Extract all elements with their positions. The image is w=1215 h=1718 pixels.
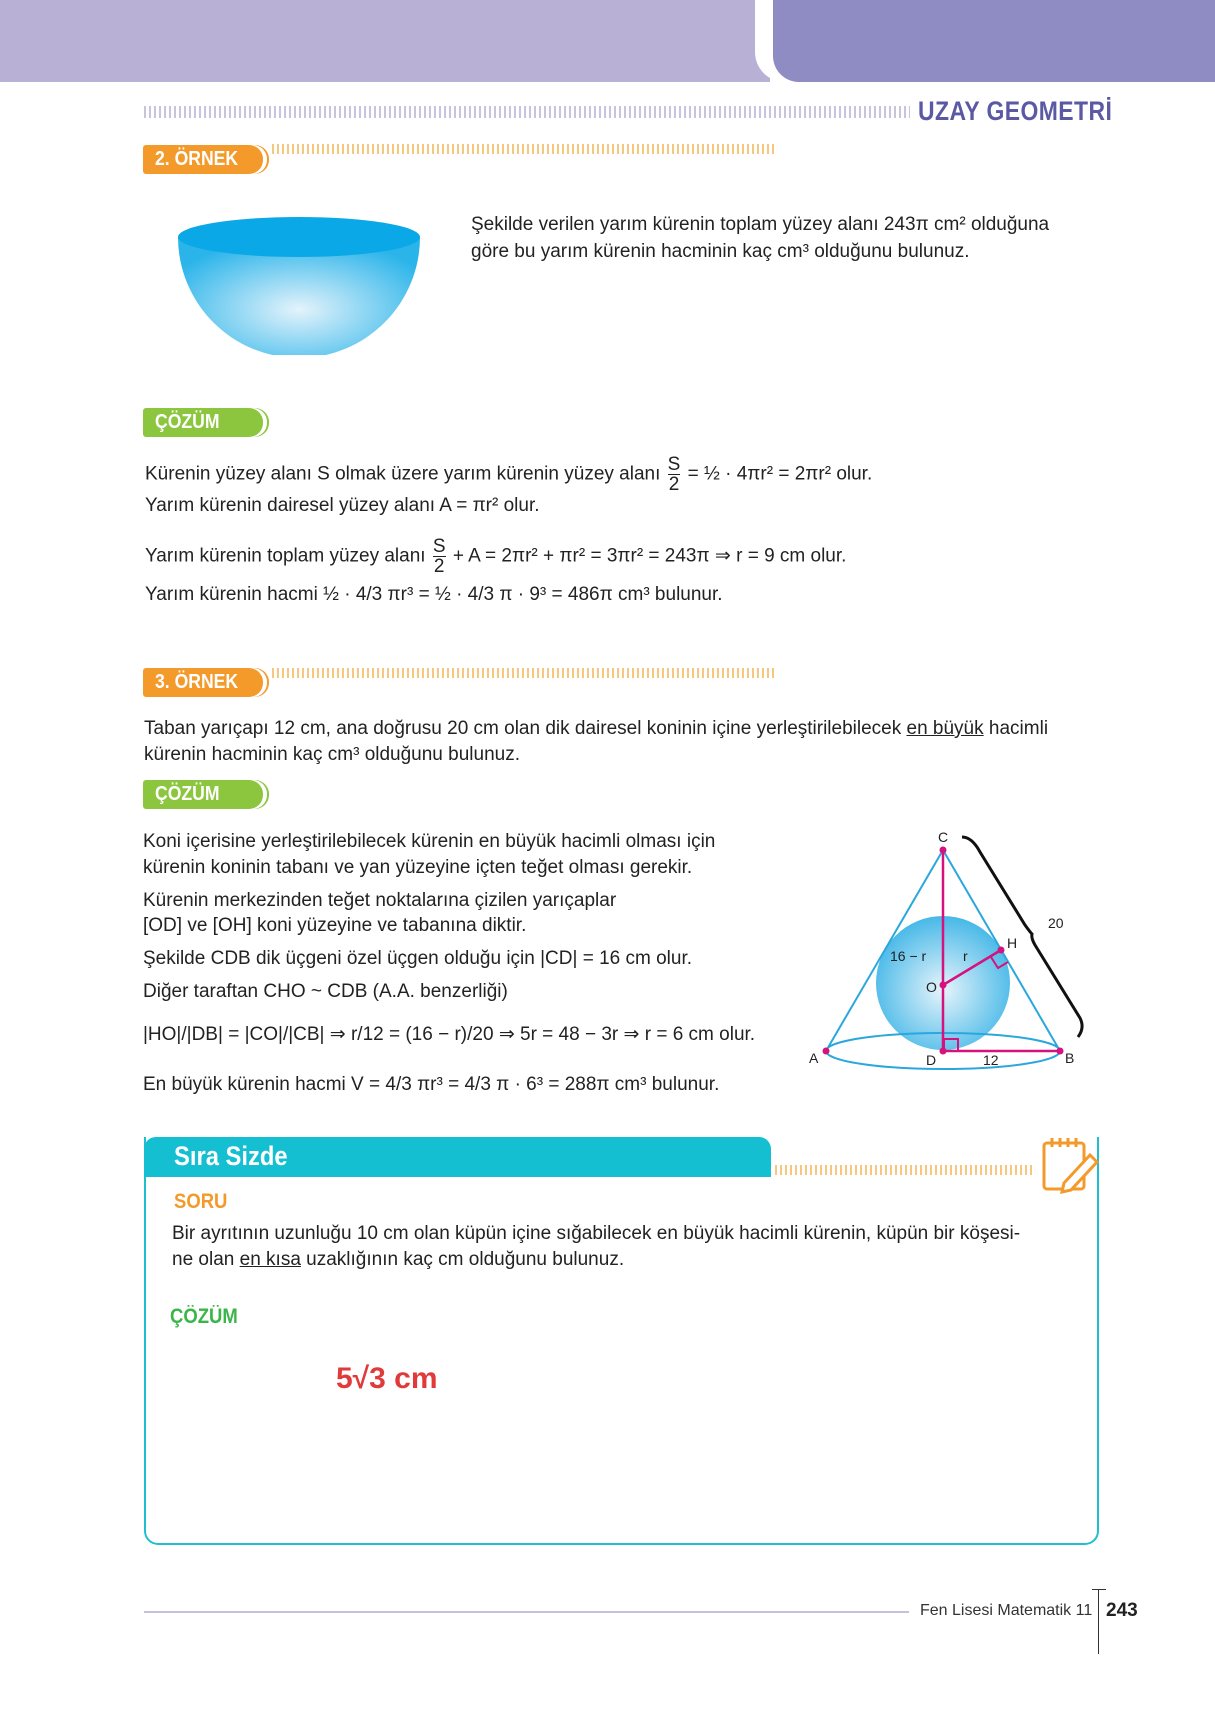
label-d: D (926, 1052, 937, 1068)
practice-solution-label: ÇÖZÜM (170, 1305, 238, 1328)
solution-3-line: Koni içerisine yerleştirilebilecek kürenin en büyük hacimli olması için (143, 831, 716, 852)
practice-header: Sıra Sizde (144, 1137, 771, 1177)
label-h: H (1007, 935, 1018, 951)
question-label: SORU (174, 1190, 228, 1213)
practice-box (144, 1137, 1099, 1545)
label-co: 16 − r (890, 948, 927, 964)
cone-sphere-figure (800, 820, 1100, 1080)
label-c: C (938, 829, 949, 845)
example-2-question-line2: göre bu yarım kürenin hacminin kaç cm³ olduğunu bulunuz. (471, 241, 970, 262)
solution-3-line: Diğer taraftan CHO ~ CDB (A.A. benzerliği) (143, 981, 508, 1002)
hemisphere-figure (170, 210, 430, 355)
header-band-left (0, 0, 770, 82)
example-2-question-line1: Şekilde verilen yarım kürenin toplam yüzey alanı 243π cm² olduğuna (471, 214, 1050, 235)
footer-divider (1098, 1589, 1099, 1654)
answer-text: 5√3 cm (336, 1362, 438, 1395)
solution-3-line: |HO|/|DB| = |CO|/|CB| ⇒ r/12 = (16 − r)/20 ⇒ 5r = 48 − 3r ⇒ r = 6 cm olur. (143, 1024, 756, 1045)
example-2-badge: 2. ÖRNEK (143, 145, 263, 174)
footer-divider-cap (1092, 1589, 1106, 1590)
practice-question-line1: Bir ayrıtının uzunluğu 10 cm olan küpün içine sığabilecek en büyük hacimli kürenin, küpün bir köşesi- (172, 1223, 1021, 1244)
label-a: A (809, 1050, 819, 1066)
footer-rule (144, 1611, 909, 1613)
label-o: O (926, 979, 937, 995)
label-radius: 12 (983, 1052, 999, 1068)
solution-3-line: [OD] ve [OH] koni yüzeyine ve tabanına diktir. (143, 915, 527, 936)
solution-2-line1: Kürenin yüzey alanı S olmak üzere yarım kürenin yüzey alanı $\frac{S}{2}$ = ½ · 4πr² = 2πr² olur. (145, 454, 873, 495)
solution-2-line3: Yarım kürenin toplam yüzey alanı $\frac{S}{2}$ + A = 2πr² + πr² = 3πr² = 243π ⇒ r = 9 cm olur. (145, 536, 847, 577)
example-3-question-line2: kürenin hacminin kaç cm³ olduğunu bulunuz. (144, 744, 520, 765)
solution-3-line: Şekilde CDB dik üçgeni özel üçgen olduğu için |CD| = 16 cm olur. (143, 948, 693, 969)
example-3-rule (272, 668, 774, 678)
practice-rule (775, 1165, 1035, 1175)
label-b: B (1065, 1050, 1075, 1066)
solution-badge-3: ÇÖZÜM (143, 780, 263, 809)
example-3-question-line1: Taban yarıçapı 12 cm, ana doğrusu 20 cm olan dik dairesel koninin içine yerleştirilebilecek en büyük hacimli (144, 718, 1049, 739)
chapter-title: UZAY GEOMETRİ (918, 96, 1113, 126)
example-3-badge: 3. ÖRNEK (143, 668, 263, 697)
solution-3-line: Kürenin merkezinden teğet noktalarına çizilen yarıçaplar (143, 890, 617, 911)
solution-3-line: kürenin koninin tabanı ve yan yüzeyine içten teğet olması gerekir. (143, 857, 693, 878)
solution-2-line2: Yarım kürenin dairesel yüzey alanı A = πr² olur. (145, 495, 540, 516)
solution-2-line4: Yarım kürenin hacmi ½ · 4/3 πr³ = ½ · 4/3 π · 9³ = 486π cm³ bulunur. (145, 584, 723, 605)
practice-question-line2: ne olan en kısa uzaklığının kaç cm olduğunu bulunuz. (172, 1249, 625, 1270)
example-2-rule (272, 144, 774, 154)
header-band-right (773, 0, 1215, 82)
label-slant: 20 (1048, 915, 1064, 931)
label-r: r (963, 948, 968, 964)
solution-3-line: En büyük kürenin hacmi V = 4/3 πr³ = 4/3 π · 6³ = 288π cm³ bulunur. (143, 1074, 720, 1095)
solution-badge-2: ÇÖZÜM (143, 408, 263, 437)
footer-book-title: Fen Lisesi Matematik 11 (920, 1602, 1093, 1619)
title-rule (144, 106, 910, 118)
page-number: 243 (1106, 1600, 1138, 1621)
notepad-pencil-icon (1040, 1135, 1100, 1195)
